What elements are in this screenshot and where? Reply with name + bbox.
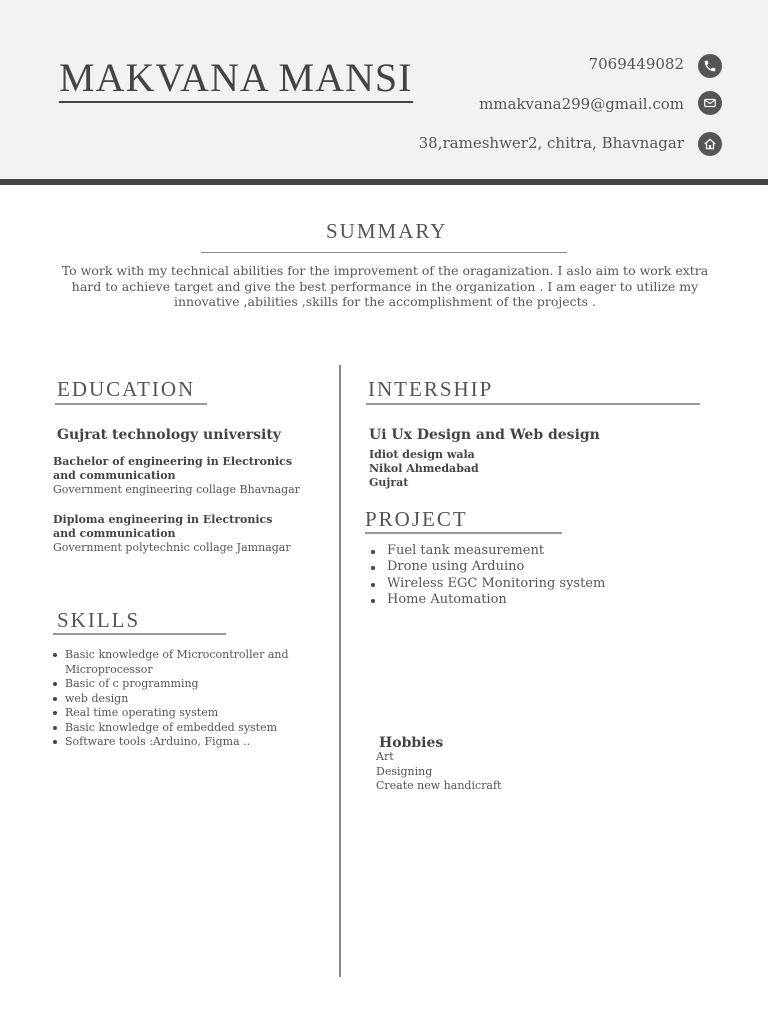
project-list xyxy=(371,543,631,608)
summary-underline xyxy=(201,252,567,253)
education-title: EDUCATION xyxy=(57,377,196,401)
skills-list xyxy=(53,648,303,750)
list-item: Software tools :Arduino, Figma .. xyxy=(53,735,303,750)
education-underline xyxy=(55,403,207,405)
list-item: web design xyxy=(53,692,303,707)
header-divider-bar xyxy=(0,179,768,185)
summary-title: SUMMARY xyxy=(326,219,448,243)
skills-underline xyxy=(53,633,226,635)
email-icon xyxy=(698,91,722,115)
internship-role: Ui Ux Design and Web design xyxy=(369,427,600,443)
email-address: mmakvana299@gmail.com xyxy=(479,95,684,113)
list-item: Basic of c programming xyxy=(53,677,303,692)
project-title: PROJECT xyxy=(365,507,468,531)
hobbies-title: Hobbies xyxy=(379,735,444,751)
name-underline xyxy=(59,101,413,103)
summary-text: To work with my technical abilities for the improvement of the oraganization. I aslo aim to work extra hard to achieve target and give the best performance in the organization . I am eager to utilize my innovative ,abilities ,skills for the accomplishment of the projects . xyxy=(61,263,709,309)
list-item: Drone using Arduino xyxy=(371,559,631,575)
education-school: Government engineering collage Bhavnagar xyxy=(53,483,300,496)
university-name: Gujrat technology university xyxy=(57,427,281,443)
column-divider xyxy=(339,365,341,977)
list-item: Basic knowledge of Microcontroller and Microprocessor xyxy=(53,648,303,677)
hobby-item: Create new handicraft xyxy=(376,779,502,792)
internship-state: Gujrat xyxy=(369,476,409,489)
list-item: Home Automation xyxy=(371,592,631,608)
phone-icon xyxy=(698,54,722,78)
skills-title: SKILLS xyxy=(57,608,141,632)
phone-number: 7069449082 xyxy=(588,55,684,73)
home-address: 38,rameshwer2, chitra, Bhavnagar xyxy=(418,134,684,152)
project-underline xyxy=(365,532,562,534)
hobby-item: Designing xyxy=(376,765,433,778)
candidate-name: MAKVANA MANSI xyxy=(59,55,413,100)
list-item: Fuel tank measurement xyxy=(371,543,631,559)
hobby-item: Art xyxy=(376,750,394,763)
education-degree: Diploma engineering in Electronics and communication xyxy=(53,513,273,540)
education-school: Government polytechnic collage Jamnagar xyxy=(53,541,291,554)
education-degree: Bachelor of engineering in Electronics and communication xyxy=(53,455,293,482)
internship-location: Nikol Ahmedabad xyxy=(369,462,479,475)
list-item: Basic knowledge of embedded system xyxy=(53,721,303,736)
list-item: Real time operating system xyxy=(53,706,303,721)
internship-title: INTERSHIP xyxy=(368,377,494,401)
internship-company: Idiot design wala xyxy=(369,448,475,461)
home-icon xyxy=(698,132,722,156)
internship-underline xyxy=(366,403,700,405)
list-item: Wireless EGC Monitoring system xyxy=(371,576,631,592)
